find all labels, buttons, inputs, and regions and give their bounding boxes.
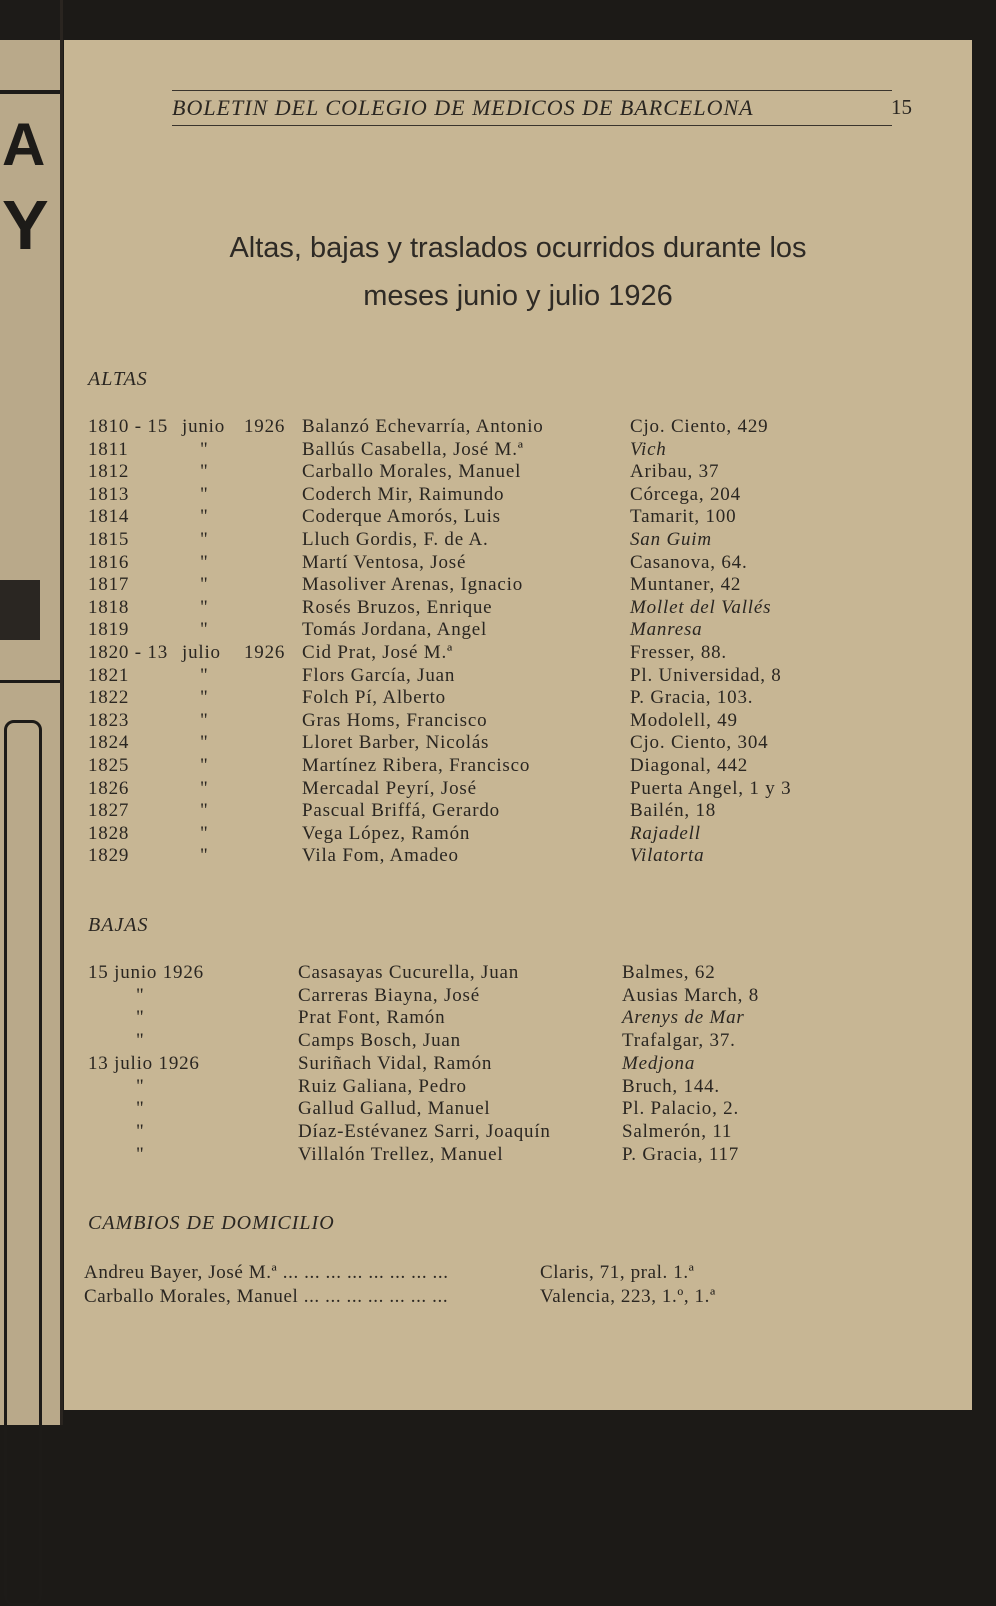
address: Puerta Angel, 1 y 3 [630, 777, 792, 799]
date: 13 julio 1926 [88, 1052, 200, 1074]
address: Vich [630, 438, 667, 460]
year: 1926 [244, 642, 286, 663]
registry-number: 1828 [88, 822, 130, 844]
altas-row [64, 710, 972, 732]
month: " [200, 845, 209, 867]
address: Pl. Universidad, 8 [630, 664, 782, 686]
date: " [136, 1030, 145, 1052]
month: " [200, 619, 209, 641]
registry-number: 1826 [88, 777, 130, 799]
month: " [200, 800, 209, 822]
registry-number: 1827 [88, 800, 130, 822]
year: 1926 [244, 416, 286, 437]
member-name: Gras Homs, Francisco [302, 709, 488, 731]
date: " [136, 1098, 145, 1120]
registry-number: 1821 [88, 664, 130, 686]
altas-row [64, 642, 972, 664]
member-name: Lluch Gordis, F. de A. [302, 529, 489, 550]
member-name: Díaz-Estévanez Sarri, Joaquín [298, 1120, 551, 1142]
month: " [200, 777, 209, 799]
altas-row [64, 416, 972, 438]
registry-number: 1824 [88, 732, 130, 754]
member-name: Cid Prat, José M.ª [302, 642, 454, 663]
address: Balmes, 62 [622, 962, 716, 983]
bajas-row [64, 1076, 972, 1098]
registry-number: 1822 [88, 687, 130, 709]
month: " [200, 574, 209, 596]
address: Salmerón, 11 [622, 1120, 733, 1142]
date: " [136, 984, 145, 1006]
registry-number: 1829 [88, 845, 130, 867]
altas-row [64, 823, 972, 845]
bajas-row [64, 1144, 972, 1166]
member-name: Martínez Ribera, Francisco [302, 755, 531, 776]
address: Córcega, 204 [630, 483, 741, 505]
address: Cjo. Ciento, 429 [630, 416, 769, 437]
member-name: Ruiz Galiana, Pedro [298, 1075, 467, 1097]
month: " [200, 732, 209, 754]
registry-number: 1825 [88, 755, 130, 776]
month: " [200, 551, 209, 573]
page-number: 15 [891, 95, 912, 119]
month: " [200, 664, 209, 686]
altas-row [64, 755, 972, 777]
month: " [200, 438, 209, 460]
altas-row [64, 597, 972, 619]
date: 15 junio 1926 [88, 962, 204, 983]
new-address: Valencia, 223, 1.º, 1.ª [540, 1286, 716, 1307]
article-title-line2: meses junio y julio 1926 [363, 280, 673, 312]
altas-row [64, 552, 972, 574]
member-name: Gallud Gallud, Manuel [298, 1098, 491, 1120]
member-name: Prat Font, Ramón [298, 1007, 446, 1029]
date: " [136, 1075, 145, 1097]
address: Aribau, 37 [630, 461, 720, 483]
member-name: Balanzó Echevarría, Antonio [302, 416, 544, 437]
address: Trafalgar, 37. [622, 1030, 736, 1052]
member-name: Camps Bosch, Juan [298, 1030, 461, 1052]
altas-row [64, 506, 972, 528]
address: P. Gracia, 117 [622, 1143, 740, 1165]
bajas-row [64, 1098, 972, 1120]
registry-number: 1811 [88, 438, 129, 460]
month: julio [182, 642, 221, 663]
member-name: Coderch Mir, Raimundo [302, 483, 505, 505]
address: Modolell, 49 [630, 709, 738, 731]
address: Muntaner, 42 [630, 574, 742, 596]
cambios-heading: CAMBIOS DE DOMICILIO [88, 1212, 335, 1234]
member-name: Villalón Trellez, Manuel [298, 1143, 504, 1165]
registry-number: 1817 [88, 574, 130, 596]
registry-number: 1816 [88, 551, 130, 573]
month: " [200, 822, 209, 844]
member-name: Vila Fom, Amadeo [302, 845, 459, 867]
month: " [200, 483, 209, 505]
bajas-row [64, 1121, 972, 1143]
address: Tamarit, 100 [630, 506, 737, 528]
member-name: Suriñach Vidal, Ramón [298, 1052, 493, 1074]
address: Fresser, 88. [630, 642, 727, 663]
running-header [172, 90, 912, 126]
date: " [136, 1007, 145, 1029]
document-page [64, 40, 972, 1410]
altas-row [64, 619, 972, 641]
month: " [200, 709, 209, 731]
member-name: Carballo Morales, Manuel [302, 461, 522, 483]
member-name: Mercadal Peyrí, José [302, 777, 477, 799]
address: Ausias March, 8 [622, 984, 760, 1006]
altas-row [64, 665, 972, 687]
address: Cjo. Ciento, 304 [630, 732, 769, 754]
address: Casanova, 64. [630, 551, 748, 573]
address: Arenys de Mar [622, 1007, 745, 1029]
article-title-line1: Altas, bajas y traslados ocurridos durante los [229, 232, 807, 264]
member-name: Carballo Morales, Manuel ... ... ... ... ... ... ... [84, 1286, 449, 1307]
altas-row [64, 439, 972, 461]
member-name: Rosés Bruzos, Enrique [302, 596, 493, 618]
address: Bailén, 18 [630, 800, 717, 822]
date: " [136, 1120, 145, 1142]
address: Medjona [622, 1052, 696, 1074]
bajas-row [64, 985, 972, 1007]
registry-number: 1819 [88, 619, 130, 641]
adjacent-page-strip: A Y [0, 0, 63, 1425]
member-name: Vega López, Ramón [302, 822, 471, 844]
month: junio [182, 416, 226, 437]
registry-number: 1823 [88, 709, 130, 731]
address: Diagonal, 442 [630, 755, 749, 776]
address: San Guim [630, 529, 712, 550]
address: Vilatorta [630, 845, 705, 867]
registry-number: 1813 [88, 483, 130, 505]
altas-row [64, 687, 972, 709]
registry-number: 1820 - 13 [88, 642, 169, 663]
address: Manresa [630, 619, 703, 641]
altas-row [64, 845, 972, 867]
member-name: Ballús Casabella, José M.ª [302, 438, 524, 460]
registry-number: 1818 [88, 596, 130, 618]
altas-row [64, 732, 972, 754]
member-name: Coderque Amorós, Luis [302, 506, 501, 528]
address: Rajadell [630, 822, 701, 844]
altas-row [64, 529, 972, 551]
month: " [200, 506, 209, 528]
member-name: Flors García, Juan [302, 664, 456, 686]
registry-number: 1814 [88, 506, 130, 528]
member-name: Carreras Biayna, José [298, 984, 480, 1006]
new-address: Claris, 71, pral. 1.ª [540, 1262, 695, 1283]
journal-title: BOLETIN DEL COLEGIO DE MEDICOS DE BARCELONA [172, 95, 754, 120]
month: " [200, 687, 209, 709]
bajas-row [64, 1007, 972, 1029]
address: Bruch, 144. [622, 1075, 720, 1097]
altas-row [64, 800, 972, 822]
month: " [200, 755, 209, 776]
member-name: Pascual Briffá, Gerardo [302, 800, 500, 822]
month: " [200, 461, 209, 483]
member-name: Casasayas Cucurella, Juan [298, 962, 520, 983]
altas-row [64, 574, 972, 596]
altas-row [64, 484, 972, 506]
month: " [200, 596, 209, 618]
address: P. Gracia, 103. [630, 687, 754, 709]
bajas-heading: BAJAS [88, 914, 149, 936]
registry-number: 1815 [88, 529, 130, 550]
month: " [200, 529, 209, 550]
address: Mollet del Vallés [630, 596, 772, 618]
registry-number: 1812 [88, 461, 130, 483]
address: Pl. Palacio, 2. [622, 1098, 740, 1120]
member-name: Martí Ventosa, José [302, 551, 467, 573]
member-name: Tomás Jordana, Angel [302, 619, 488, 641]
member-name: Folch Pí, Alberto [302, 687, 446, 709]
member-name: Masoliver Arenas, Ignacio [302, 574, 524, 596]
registry-number: 1810 - 15 [88, 416, 169, 437]
member-name: Andreu Bayer, José M.ª ... ... ... ... ... ... ... ... [84, 1262, 449, 1283]
altas-heading: ALTAS [88, 368, 148, 390]
member-name: Lloret Barber, Nicolás [302, 732, 490, 754]
altas-row [64, 778, 972, 800]
altas-row [64, 461, 972, 483]
bajas-row [64, 1053, 972, 1075]
bajas-row [64, 1030, 972, 1052]
bajas-row [64, 962, 972, 984]
date: " [136, 1143, 145, 1165]
